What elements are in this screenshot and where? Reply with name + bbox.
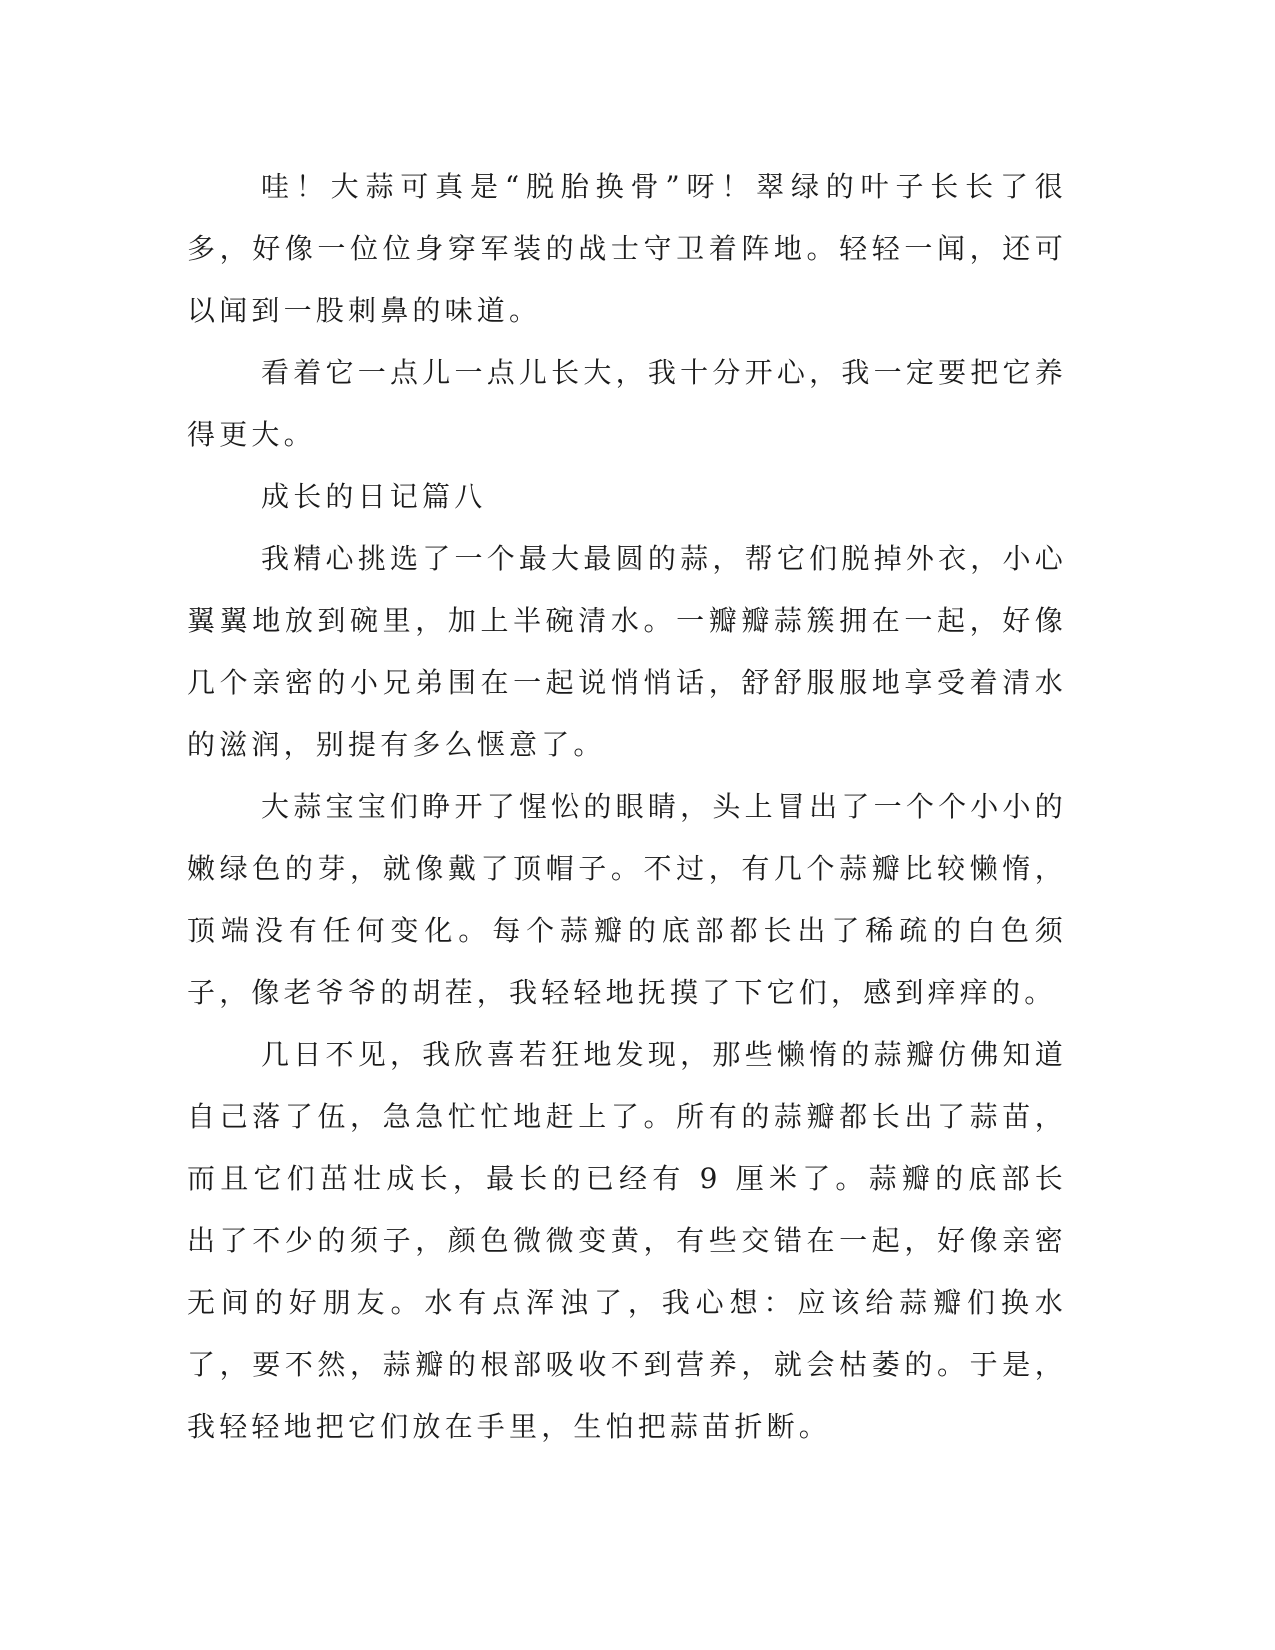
paragraph: 看着它一点儿一点儿长大，我十分开心，我一定要把它养得更大。 <box>187 356 1067 451</box>
paragraph: 大蒜宝宝们睁开了惺忪的眼睛，头上冒出了一个个小小的嫩绿色的芽，就像戴了顶帽子。不过，有几个蒜瓣比较懒惰，顶端没有任何变化。每个蒜瓣的底部都长出了稀疏的白色须子，像老爷爷的胡茬，我轻轻地抚摸了下它们，感到痒痒的。 <box>187 790 1067 1009</box>
document-body <box>187 156 1067 1458</box>
section-title: 成长的日记篇八 <box>261 480 487 513</box>
paragraph: 哇！大蒜可真是“脱胎换骨”呀！翠绿的叶子长长了很多，好像一位位身穿军装的战士守卫着阵地。轻轻一闻，还可以闻到一股刺鼻的味道。 <box>187 170 1067 327</box>
paragraph: 几日不见，我欣喜若狂地发现，那些懒惰的蒜瓣仿佛知道自己落了伍，急急忙忙地赶上了。所有的蒜瓣都长出了蒜苗，而且它们茁壮成长，最长的已经有 9 厘米了。蒜瓣的底部长出了不少的须子，颜色微微变黄，有些交错在一起，好像亲密无间的好朋友。水有点浑浊了，我心想：应该给蒜瓣们换水了，要不然，蒜瓣的根部吸收不到营养，就会枯萎的。于是，我轻轻地把它们放在手里，生怕把蒜苗折断。 <box>187 1038 1067 1443</box>
paragraph: 我精心挑选了一个最大最圆的蒜，帮它们脱掉外衣，小心翼翼地放到碗里，加上半碗清水。一瓣瓣蒜簇拥在一起，好像几个亲密的小兄弟围在一起说悄悄话，舒舒服服地享受着清水的滋润，别提有多么惬意了。 <box>187 542 1067 761</box>
